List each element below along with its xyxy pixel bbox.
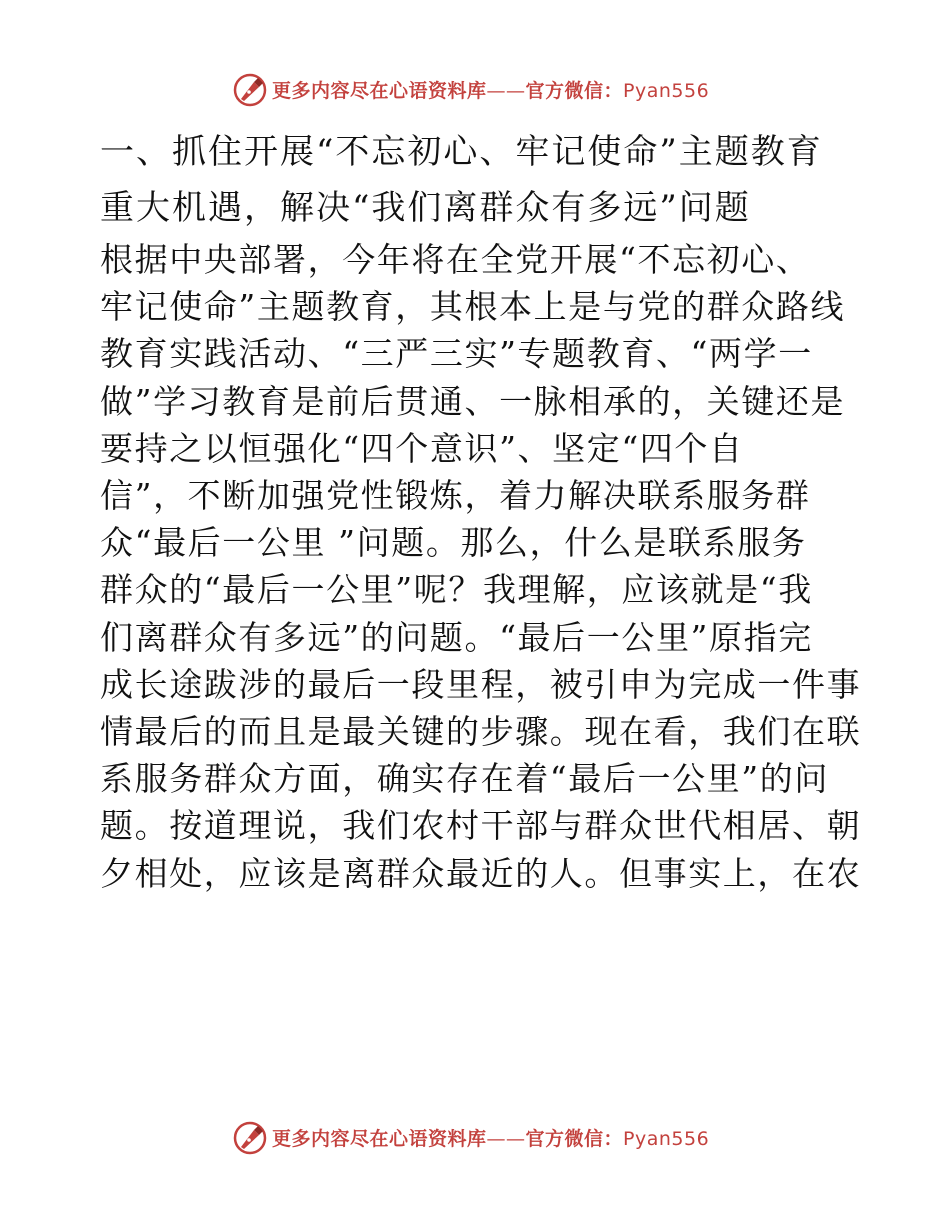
paragraph-line: 们离群众有多远”的问题。“最后一公里”原指完 (100, 617, 813, 657)
watermark-wechat-label: 官方微信： (525, 1128, 624, 1150)
watermark-main-text: 更多内容尽在心语资料库 (272, 80, 487, 102)
pen-nib-logo-icon (232, 72, 268, 108)
paragraph-line: 题。按道理说，我们农村干部与群众世代相居、朝 (100, 806, 862, 846)
watermark-dash: —— (486, 80, 526, 102)
paragraph-line: 教育实践活动、“三严三实”专题教育、“两学一 (100, 334, 813, 374)
paragraph-line: 系服务群众方面，确实存在着“最后一公里”的问 (100, 759, 829, 799)
heading-line: 一、抓住开展“不忘初心、牢记使命”主题教育 (100, 132, 823, 172)
paragraph-line: 夕相处，应该是离群众最近的人。但事实上，在农 (100, 853, 862, 893)
paragraph-line: 牢记使命”主题教育，其根本上是与党的群众路线 (100, 287, 846, 327)
watermark-main-text: 更多内容尽在心语资料库 (272, 1128, 487, 1150)
watermark-wechat-label: 官方微信： (525, 80, 624, 102)
watermark-dash: —— (486, 1128, 526, 1150)
paragraph-line: 根据中央部署，今年将在全党开展“不忘初心、 (100, 240, 811, 279)
paragraph-line: 群众的“最后一公里”呢？我理解，应该就是“我 (100, 570, 813, 610)
heading-line: 重大机遇，解决“我们离群众有多远”问题 (100, 188, 751, 228)
footer-watermark-banner (0, 1120, 950, 1160)
paragraph-line: 情最后的而且是最关键的步骤。现在看，我们在联 (100, 712, 862, 752)
watermark-wechat-id: Pyan556 (623, 80, 710, 102)
watermark-text (272, 1126, 709, 1152)
paragraph-line: 信”，不断加强党性锻炼，着力解决联系服务群 (100, 476, 811, 516)
header-watermark-banner (0, 72, 950, 112)
section-heading (100, 124, 860, 236)
body-paragraph (100, 236, 860, 897)
pen-nib-logo-icon (232, 1120, 268, 1156)
paragraph-line: 成长途跋涉的最后一段里程，被引申为完成一件事 (100, 664, 862, 704)
paragraph-line: 众“最后一公里 ”问题。那么，什么是联系服务 (100, 523, 807, 563)
watermark-text (272, 78, 709, 104)
watermark-wechat-id: Pyan556 (623, 1128, 710, 1150)
paragraph-line: 要持之以恒强化“四个意识”、坚定“四个自 (100, 428, 744, 468)
paragraph-line: 做”学习教育是前后贯通、一脉相承的，关键还是 (100, 381, 846, 421)
